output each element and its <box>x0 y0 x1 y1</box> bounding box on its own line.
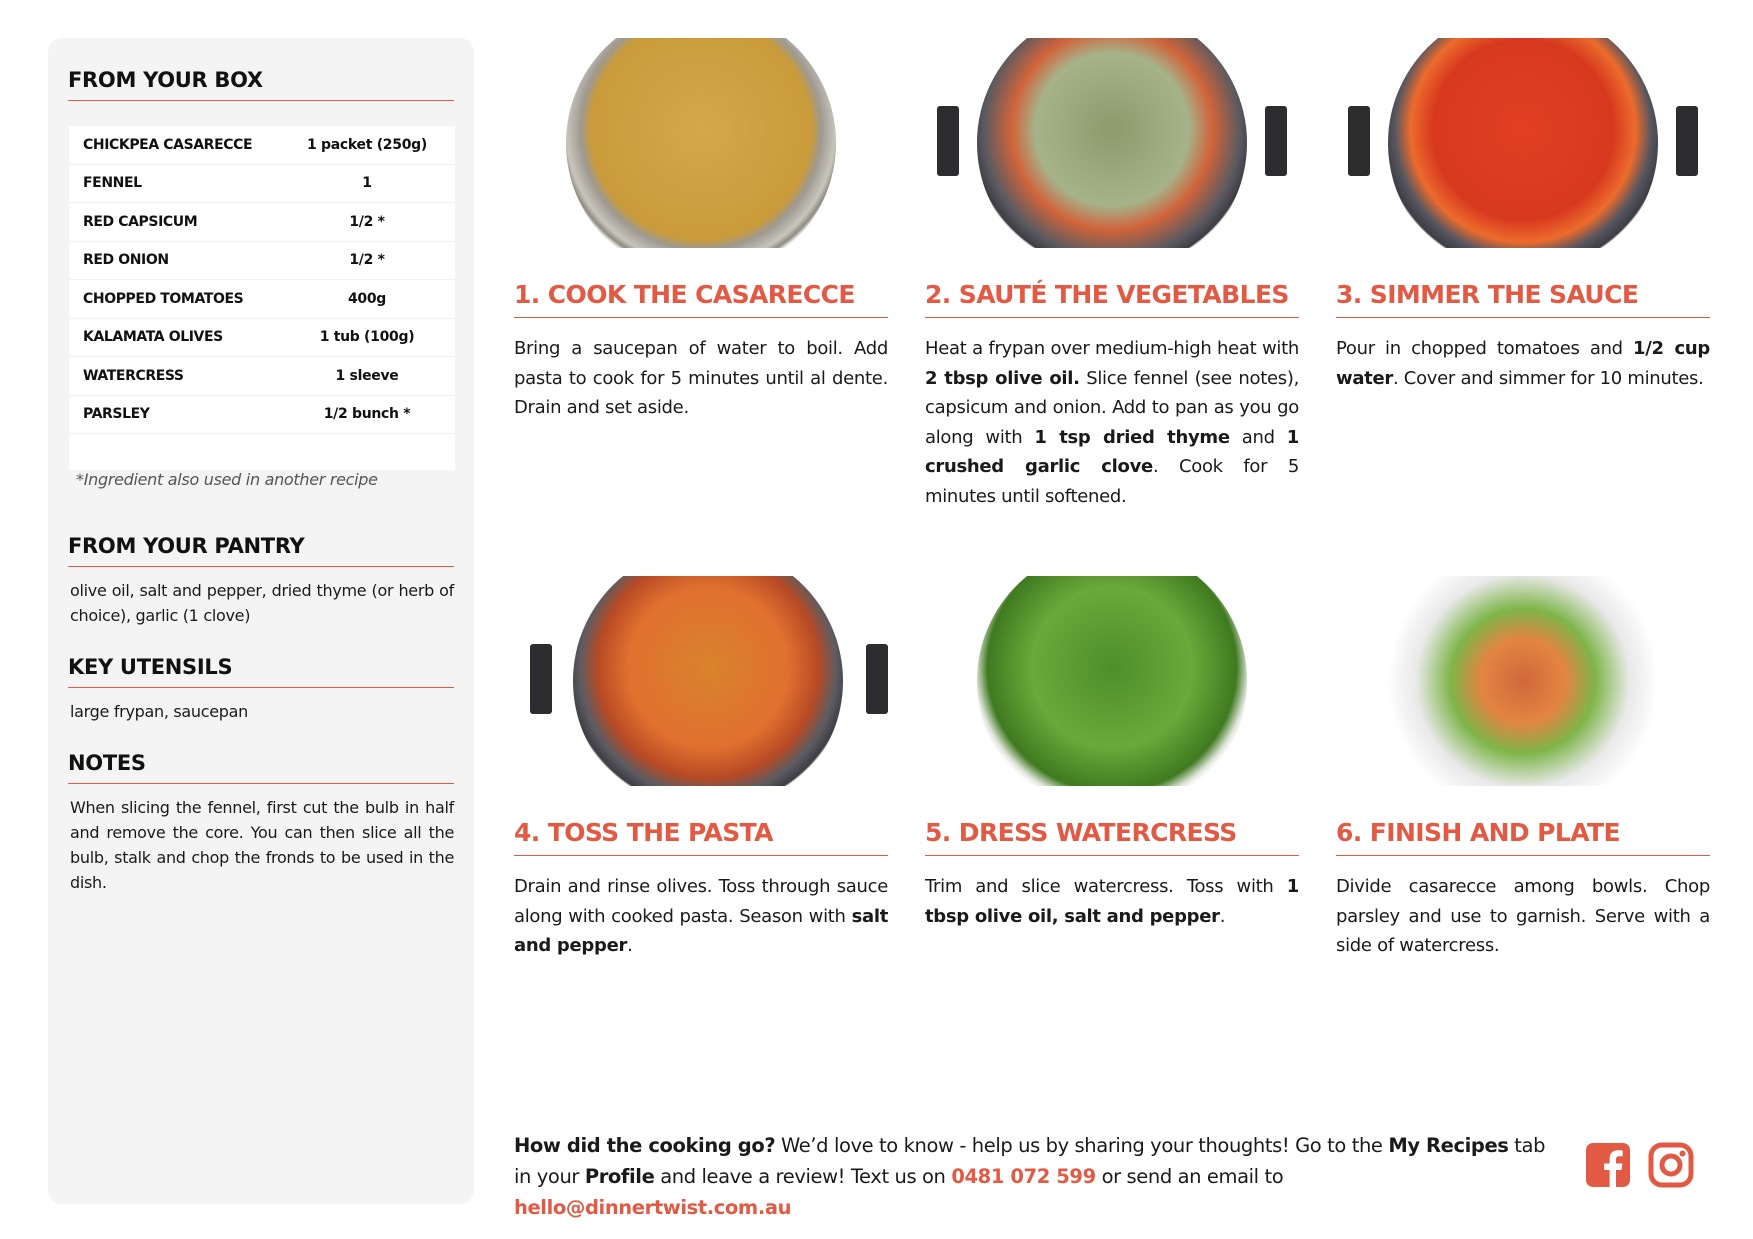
step-text-bold: 1 crushed garlic clove <box>925 426 1299 477</box>
step-body <box>514 872 888 961</box>
ingredient-quantity: 1 sleeve <box>335 367 399 384</box>
ingredient-name: CHOPPED TOMATOES <box>83 290 244 307</box>
ingredient-row <box>69 319 455 358</box>
step-1 <box>514 38 888 423</box>
step-6 <box>1336 576 1710 961</box>
ingredient-quantity: 1/2 * <box>349 252 385 269</box>
ingredients-table <box>69 126 455 470</box>
ingredient-row <box>69 357 455 396</box>
ingredient-name: WATERCRESS <box>83 367 184 384</box>
ingredient-name: PARSLEY <box>83 406 150 423</box>
step-text: . Cook for 5 minutes until softened. <box>925 456 1299 507</box>
step-photo <box>925 38 1299 248</box>
footer-text: My Recipes <box>1388 1134 1509 1157</box>
ingredient-footnote: *Ingredient also used in another recipe <box>76 470 378 489</box>
step-3 <box>1336 38 1710 393</box>
step-text: Pour in chopped tomatoes and <box>1336 338 1634 359</box>
step-title: 4. TOSS THE PASTA <box>514 818 888 856</box>
ingredient-quantity: 1 packet (250g) <box>307 136 427 153</box>
instagram-icon[interactable] <box>1648 1142 1694 1188</box>
step-body <box>1336 334 1710 393</box>
ingredient-name: KALAMATA OLIVES <box>83 329 223 346</box>
ingredient-row <box>69 396 455 435</box>
step-body <box>925 334 1299 511</box>
ingredient-quantity: 1/2 bunch * <box>323 406 411 423</box>
contact-link[interactable]: 0481 072 599 <box>951 1165 1096 1188</box>
step-text: and <box>1229 426 1287 448</box>
ingredient-quantity: 1 <box>362 175 372 192</box>
ingredient-row <box>69 242 455 281</box>
ingredient-name: RED CAPSICUM <box>83 213 198 230</box>
step-text-bold: 2 tbsp olive oil. <box>925 367 1080 389</box>
step-title: 2. SAUTÉ THE VEGETABLES <box>925 280 1299 318</box>
step-body <box>514 334 888 423</box>
step-text-bold: salt and pepper <box>514 905 888 956</box>
step-photo <box>925 576 1299 786</box>
step-text-bold: 1/2 cup water <box>1336 338 1710 389</box>
step-text: . <box>1219 905 1226 927</box>
step-body <box>925 872 1299 931</box>
step-text: Drain and rinse olives. Toss through sauce along with cooked pasta. Season with <box>514 876 888 927</box>
step-text: Slice fennel (see notes), capsicum and onion. Add to pan as you go along with <box>925 367 1299 448</box>
step-text: Bring a saucepan of water to boil. Add pasta to cook for 5 minutes until al dente. Drain and set aside. <box>514 338 888 418</box>
step-text-bold: 1 tbsp olive oil, salt and pepper <box>925 876 1299 927</box>
sidebar <box>48 38 474 1204</box>
step-4 <box>514 576 888 961</box>
notes-text: When slicing the fennel, first cut the bulb in half and remove the core. You can then slice all the bulb, stalk and chop the fronds to be used in the dish. <box>70 798 454 892</box>
step-body <box>1336 872 1710 961</box>
step-title: 1. COOK THE CASARECCE <box>514 280 888 318</box>
step-5 <box>925 576 1299 931</box>
ingredient-quantity: 400g <box>347 290 387 307</box>
step-text: Divide casarecce among bowls. Chop parsley and use to garnish. Serve with a side of watercress. <box>1336 876 1710 956</box>
step-2 <box>925 38 1299 511</box>
ingredient-name: FENNEL <box>83 175 142 192</box>
ingredient-name: CHICKPEA CASARECCE <box>83 136 253 153</box>
step-text-bold: 1 tsp dried thyme <box>1034 426 1230 448</box>
step-photo <box>1336 38 1710 248</box>
feedback-footer <box>514 1130 1564 1223</box>
contact-link[interactable]: hello@dinnertwist.com.au <box>514 1196 792 1219</box>
step-text: . Cover and simmer for 10 minutes. <box>1392 367 1704 389</box>
ingredient-quantity: 1 tub (100g) <box>319 329 415 346</box>
notes-heading: NOTES <box>68 751 454 784</box>
footer-text: and leave a review! Text us on <box>654 1165 952 1188</box>
footer-text: tab in your <box>514 1134 1546 1188</box>
ingredient-quantity: 1/2 * <box>349 213 385 230</box>
ingredient-row <box>69 280 455 319</box>
footer-text: Profile <box>584 1165 655 1188</box>
footer-text: or send an email to <box>1095 1165 1284 1188</box>
ingredient-row <box>69 165 455 204</box>
key-utensils-heading: KEY UTENSILS <box>68 655 454 688</box>
step-title: 5. DRESS WATERCRESS <box>925 818 1299 856</box>
utensils-text: large frypan, saucepan <box>70 702 249 721</box>
step-text: Heat a frypan over medium-high heat with <box>925 338 1299 359</box>
ingredient-row <box>69 126 455 165</box>
pantry-text: olive oil, salt and pepper, dried thyme (or herb of choice), garlic (1 clove) <box>70 581 454 625</box>
ingredient-name: RED ONION <box>83 252 169 269</box>
step-text: Trim and slice watercress. Toss with <box>925 876 1287 897</box>
ingredient-row <box>69 203 455 242</box>
step-title: 6. FINISH AND PLATE <box>1336 818 1710 856</box>
footer-text: How did the cooking go? <box>514 1134 776 1157</box>
step-text: . <box>627 935 633 956</box>
from-your-box-heading: FROM YOUR BOX <box>68 68 454 101</box>
step-photo <box>514 38 888 248</box>
step-photo <box>514 576 888 786</box>
footer-text: We’d love to know - help us by sharing your thoughts! Go to the <box>775 1134 1389 1157</box>
step-photo <box>1336 576 1710 786</box>
from-your-pantry-heading: FROM YOUR PANTRY <box>68 534 454 567</box>
facebook-icon[interactable] <box>1585 1142 1631 1188</box>
step-title: 3. SIMMER THE SAUCE <box>1336 280 1710 318</box>
